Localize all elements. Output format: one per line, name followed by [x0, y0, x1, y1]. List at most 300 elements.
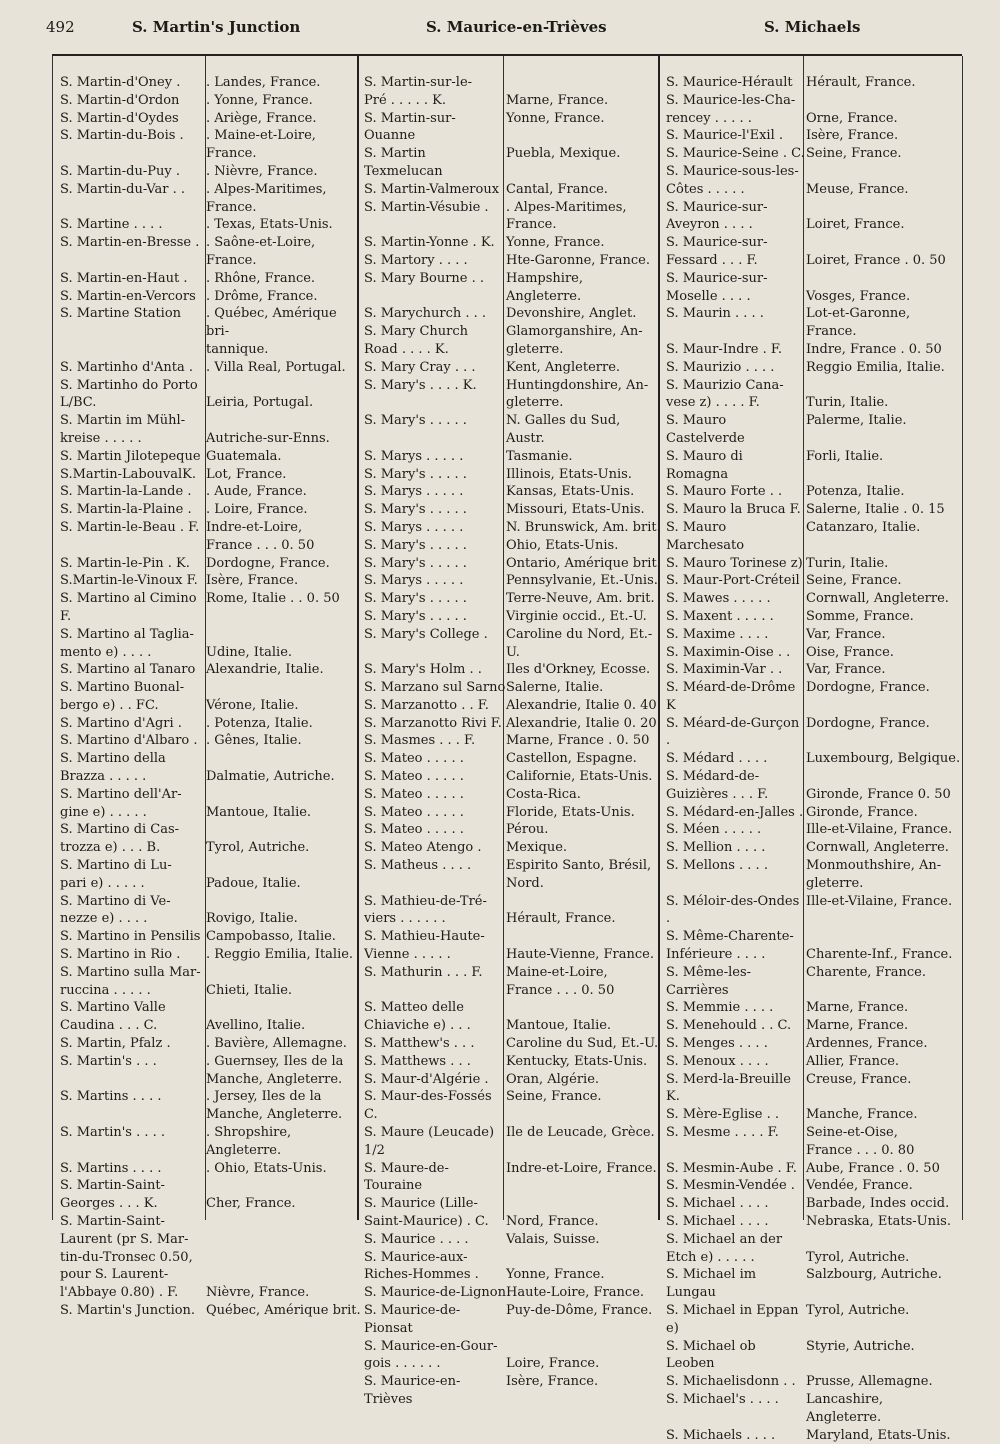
entry-location: Dordogne, France.: [806, 680, 930, 696]
entry-location: Campobasso, Italie.: [206, 929, 336, 945]
entry-location: . Québec, Amérique bri- tannique.: [206, 306, 337, 357]
entry-place-name: S. Martin-Vésubie .: [364, 199, 489, 215]
entry-location: Indre-et-Loire, France.: [506, 1160, 657, 1176]
gazetteer-entry: [60, 626, 362, 662]
entry-location: Marne, France . 0. 50: [506, 733, 650, 749]
entry-location: Palerme, Italie.: [806, 413, 907, 429]
gazetteer-entry: [666, 1266, 962, 1302]
gazetteer-entry: [364, 1284, 662, 1302]
entry-place-name: S. Maurice-les-Cha- rencey . . . . .: [666, 92, 796, 126]
gazetteer-entry: [364, 270, 662, 306]
entry-place-name: S. Maurizio Cana- vese z) . . . . F.: [666, 377, 784, 411]
entry-location: Cornwall, Angleterre.: [806, 591, 949, 607]
entry-place-name: S. Marzano sul Sarno: [364, 680, 506, 696]
entry-place-name: S. Mauro Torinese z): [666, 555, 803, 571]
gazetteer-entry: [666, 234, 962, 270]
entry-location: Monmouthshire, An- gleterre.: [806, 858, 942, 891]
entry-location: Salzbourg, Autriche.: [806, 1267, 942, 1283]
entry-location: Maryland, Etats-Unis.: [806, 1427, 951, 1443]
entry-place-name: S. Maur-Indre . F.: [666, 341, 783, 357]
gazetteer-entry: [60, 270, 362, 288]
entry-place-name: S. Maurice-Seine . C.: [666, 146, 805, 162]
gazetteer-entry: [364, 305, 662, 323]
entry-place-name: S. Michael . . . .: [666, 1214, 769, 1229]
entry-place-name: S. Mawes . . . . .: [666, 591, 771, 607]
gazetteer-entry: [60, 857, 362, 893]
entry-location: Ille-et-Vilaine, France.: [806, 893, 953, 909]
entry-location: Avellino, Italie.: [206, 1018, 306, 1034]
gazetteer-entry: [666, 359, 962, 377]
gazetteer-entry: [364, 501, 662, 519]
entry-place-name: S. Maurice-sous-les- Côtes . . . . .: [666, 163, 799, 197]
entry-place-name: S. Merd-la-Breuille K.: [666, 1071, 791, 1105]
entry-location: Oise, France.: [806, 644, 894, 660]
gazetteer-entry: [666, 448, 962, 484]
gazetteer-entry: [666, 1124, 962, 1160]
entry-place-name: S. Maurice-aux- Riches-Hommes .: [364, 1249, 479, 1283]
entry-place-name: S. Maurice-sur- Fessard . . . F.: [666, 235, 768, 268]
gazetteer-entry: [364, 145, 662, 181]
entry-place-name: S. Martino Buonal- bergo e) . . FC.: [60, 680, 185, 713]
entry-place-name: S. Martino sulla Mar- ruccina . . . . .: [60, 964, 201, 998]
entry-place-name: S. Michael in Eppan e): [666, 1302, 799, 1336]
gazetteer-entry: [60, 964, 362, 1000]
entry-location: Illinois, Etats-Unis.: [506, 466, 632, 482]
entry-place-name: S. Masmes . . . F.: [364, 733, 476, 749]
entry-place-name: S. Même-Charente- Inférieure . . . .: [666, 929, 794, 963]
entry-place-name: S. Mary's . . . . .: [364, 466, 467, 482]
entry-location: Ohio, Etats-Unis.: [506, 537, 619, 553]
gazetteer-entry: [364, 519, 662, 537]
entry-location: Prusse, Allemagne.: [806, 1374, 933, 1390]
entry-place-name: S. Martin's . . .: [60, 1053, 157, 1069]
entry-place-name: S. Mary's . . . . .: [364, 537, 467, 553]
entry-location: . Maine-et-Loire, France.: [206, 128, 316, 162]
gazetteer-entry: [666, 1106, 962, 1124]
entry-place-name: S. Martin's Junction.: [60, 1302, 196, 1318]
entry-location: Charente-Inf., France.: [806, 947, 953, 963]
entry-location: . Landes, France.: [206, 75, 321, 90]
entry-location: Gironde, France.: [806, 804, 918, 820]
entry-location: . Loire, France.: [206, 502, 308, 518]
entry-place-name: S. Martin-Valmeroux: [364, 181, 500, 197]
entry-place-name: S. Même-les-Carrières: [666, 964, 752, 998]
gazetteer-entry: [666, 377, 962, 413]
entry-place-name: S. Maxime . . . .: [666, 626, 769, 642]
entry-place-name: S. Mary's College .: [364, 626, 488, 642]
entry-place-name: S. Maur-des-Fossés C.: [364, 1089, 492, 1123]
entry-place-name: S. Martin-d'Ordon: [60, 92, 180, 108]
entry-location: Nebraska, Etats-Unis.: [806, 1214, 951, 1229]
entry-place-name: S. Martin-du-Var . .: [60, 181, 185, 197]
entry-location: Mexique.: [506, 840, 568, 856]
entry-place-name: S. Mellion . . . .: [666, 840, 766, 856]
entry-location: Puebla, Mexique.: [506, 146, 621, 162]
entry-place-name: S. Maurice-sur- Moselle . . . .: [666, 270, 768, 304]
entry-place-name: S. Martino di Ve- nezze e) . . . .: [60, 893, 171, 927]
gazetteer-entry: [364, 1195, 662, 1231]
gazetteer-entry: [60, 74, 362, 92]
gazetteer-entry: [364, 483, 662, 501]
gazetteer-entry: [364, 448, 662, 466]
entry-place-name: S. Mary Church Road . . . . K.: [364, 324, 469, 357]
entry-location: Loiret, France . 0. 50: [806, 252, 946, 268]
gazetteer-entry: [60, 679, 362, 715]
gazetteer-entry: [364, 893, 662, 929]
gazetteer-entry: [666, 1302, 962, 1338]
entry-location: Yonne, France.: [506, 1267, 605, 1283]
gazetteer-entry: [364, 181, 662, 199]
entry-place-name: S. Mary's . . . . .: [364, 555, 467, 571]
gazetteer-entry: [364, 964, 662, 1000]
entry-place-name: S. Mesmin-Vendée .: [666, 1178, 795, 1194]
gazetteer-entry: [364, 715, 662, 733]
entry-location: Tyrol, Autriche.: [206, 840, 310, 856]
gazetteer-entry: [364, 608, 662, 626]
gazetteer-entry: [364, 412, 662, 448]
entry-location: Alexandrie, Italie.: [206, 662, 324, 678]
column-rule: [52, 56, 53, 1220]
gazetteer-entry: [666, 1035, 962, 1053]
gazetteer-entry: [60, 1160, 362, 1178]
entry-location: . Shropshire, Angleterre.: [206, 1125, 292, 1158]
entry-location: Haute-Vienne, France.: [506, 947, 655, 963]
gazetteer-entry: [364, 199, 662, 235]
entry-location: Marne, France.: [506, 92, 609, 108]
entry-place-name: S. Maur-d'Algérie .: [364, 1071, 489, 1087]
gazetteer-entry: [666, 270, 962, 306]
entry-place-name: S. Martin-la-Plaine .: [60, 502, 192, 518]
gazetteer-entry: [60, 821, 362, 857]
entry-place-name: S. Martino al Cimino F.: [60, 591, 197, 624]
entry-location: Tyrol, Autriche.: [806, 1249, 910, 1265]
gazetteer-entry: [666, 644, 962, 662]
entry-place-name: S. Mesme . . . . F.: [666, 1125, 779, 1141]
entry-place-name: S. Martin-en-Bresse .: [60, 235, 200, 251]
entry-place-name: S. Mary's . . . . K.: [364, 377, 477, 393]
entry-place-name: S. Martine Station: [60, 306, 182, 322]
gazetteer-entry: [364, 1249, 662, 1285]
entry-place-name: S. Marzanotto . . F.: [364, 697, 489, 713]
entry-place-name: S. Maximin-Oise . .: [666, 644, 791, 660]
entry-location: . Drôme, France.: [206, 288, 318, 304]
gazetteer-entry: [666, 839, 962, 857]
entry-place-name: S. Mary's . . . . .: [364, 502, 467, 518]
entry-place-name: S. Mateo . . . . .: [364, 786, 464, 802]
gazetteer-entry: [60, 928, 362, 946]
entry-place-name: S. Martin-d'Oydes: [60, 110, 179, 126]
gazetteer-entry: [364, 786, 662, 804]
entry-place-name: S. Marys . . . . .: [364, 519, 464, 535]
entry-location: Seine, France.: [506, 1089, 602, 1105]
gazetteer-entry: [60, 412, 362, 448]
gazetteer-entry: [60, 305, 362, 358]
gazetteer-entry: [60, 483, 362, 501]
entry-location: Barbade, Indes occid.: [806, 1196, 950, 1212]
gazetteer-entry: [60, 999, 362, 1035]
entry-place-name: S. Martory . . . .: [364, 252, 468, 268]
gazetteer-entry: [666, 893, 962, 929]
entry-location: . Reggio Emilia, Italie.: [206, 947, 354, 963]
entry-location: Forli, Italie.: [806, 448, 884, 464]
entry-location: Seine, France.: [806, 573, 902, 589]
gazetteer-entry: [364, 1053, 662, 1071]
gazetteer-entry: [60, 1035, 362, 1053]
entry-location: Catanzaro, Italie.: [806, 519, 921, 535]
entry-location: Vendée, France.: [806, 1178, 913, 1194]
header-right-guide-word: S. Michaels: [764, 18, 861, 36]
gazetteer-entry: [666, 1071, 962, 1107]
entry-location: Huntingdonshire, An- gleterre.: [506, 377, 649, 411]
entry-place-name: S. Martino Valle Caudina . . . C.: [60, 1000, 166, 1034]
gazetteer-entry: [60, 661, 362, 679]
entry-location: Californie, Etats-Unis.: [506, 769, 653, 785]
entry-place-name: S. Mary's . . . . .: [364, 591, 467, 607]
gazetteer-entry: [364, 768, 662, 786]
entry-place-name: S. Mateo . . . . .: [364, 769, 464, 785]
gazetteer-entry: [364, 732, 662, 750]
entry-location: N. Galles du Sud, Austr.: [506, 413, 621, 446]
entry-place-name: S. Martins . . . .: [60, 1160, 162, 1176]
entry-place-name: S. Martino al Taglia- mento e) . . . .: [60, 626, 194, 660]
entry-location: Mantoue, Italie.: [206, 804, 312, 820]
entry-place-name: S. Martine . . . .: [60, 217, 163, 233]
entry-location: Var, France.: [806, 662, 886, 678]
entry-location: Costa-Rica.: [506, 786, 581, 802]
entry-location: Dordogne, France.: [206, 555, 330, 571]
gazetteer-entry: [60, 92, 362, 110]
entry-place-name: S. Martinho do Porto L/BC.: [60, 377, 198, 411]
entry-location: Aube, France . 0. 50: [806, 1160, 940, 1176]
entry-place-name: S. Maurice-l'Exil .: [666, 128, 784, 144]
entry-location: Orne, France.: [806, 110, 898, 126]
entry-place-name: S. Marys . . . . .: [364, 573, 464, 589]
gazetteer-entry: [364, 1071, 662, 1089]
gazetteer-entry: [60, 1124, 362, 1160]
entry-place-name: S. Marzanotto Rivi F.: [364, 715, 502, 731]
entry-location: Tyrol, Autriche.: [806, 1302, 910, 1318]
gazetteer-entry: [60, 181, 362, 217]
gazetteer-entry: [666, 1427, 962, 1444]
entry-location: Missouri, Etats-Unis.: [506, 502, 645, 518]
gazetteer-entry: [364, 1373, 662, 1409]
entry-place-name: S. Maxent . . . . .: [666, 608, 774, 624]
entry-place-name: S. Matthews . . .: [364, 1053, 471, 1069]
entry-location: Espirito Santo, Brésil, Nord.: [506, 858, 652, 891]
gazetteer-entry: [364, 626, 662, 662]
entry-location: Creuse, France.: [806, 1071, 912, 1087]
gazetteer-entry: [666, 590, 962, 608]
entry-location: . Guernsey, Iles de la Manche, Angleterre.: [206, 1053, 344, 1087]
gazetteer-entry: [60, 377, 362, 413]
entry-place-name: S. Médard-en-Jalles .: [666, 804, 804, 820]
entry-place-name: S. Michael im Lungau: [666, 1267, 757, 1301]
entry-place-name: S. Marys . . . . .: [364, 448, 464, 464]
entry-place-name: S. Méard-de-Drôme K: [666, 680, 796, 713]
entry-location: . Nièvre, France.: [206, 163, 318, 179]
page-number: 492: [46, 18, 75, 36]
gazetteer-entry: [364, 323, 662, 359]
entry-place-name: S. Martin Jilotepeque: [60, 448, 201, 464]
entry-place-name: S. Menges . . . .: [666, 1036, 768, 1052]
entry-place-name: S. Matthew's . . .: [364, 1036, 475, 1052]
entry-location: Floride, Etats-Unis.: [506, 804, 635, 820]
entry-location: Virginie occid., Et.-U.: [506, 608, 647, 624]
gazetteer-entry: [60, 590, 362, 626]
gazetteer-entry: [666, 1017, 962, 1035]
entry-location: Kentucky, Etats-Unis.: [506, 1053, 648, 1069]
entry-location: . Saône-et-Loire, France.: [206, 235, 316, 268]
entry-location: Valais, Suisse.: [506, 1231, 600, 1247]
entry-place-name: S. Maure-de-Touraine: [364, 1160, 449, 1194]
entry-location: Alexandrie, Italie 0. 40: [506, 697, 657, 713]
entry-location: . Ohio, Etats-Unis.: [206, 1160, 327, 1176]
gazetteer-entry: [666, 661, 962, 679]
entry-place-name: S. Mauro Marchesato: [666, 519, 745, 553]
entry-location: Isère, France.: [506, 1374, 599, 1390]
gazetteer-entry: [364, 359, 662, 377]
gazetteer-entry: [666, 999, 962, 1017]
entry-place-name: S. Maximin-Var . .: [666, 662, 783, 678]
entry-place-name: S. Memmie . . . .: [666, 1000, 774, 1016]
entry-place-name: S. Maure (Leucade) 1/2: [364, 1125, 495, 1158]
gazetteer-entry: [60, 555, 362, 573]
entry-place-name: S. Martin-Yonne . K.: [364, 235, 495, 251]
gazetteer-entry: [60, 1177, 362, 1213]
entry-place-name: S. Mathieu-de-Tré- viers . . . . . .: [364, 893, 487, 927]
entry-place-name: S. Maurin . . . .: [666, 306, 764, 322]
entry-location: Marne, France.: [806, 1018, 909, 1034]
entry-place-name: S. Martin-sur-Ouanne: [364, 110, 456, 144]
gazetteer-entry: [60, 448, 362, 466]
gazetteer-entry: [666, 519, 962, 555]
entry-place-name: S. Michael an der Etch e) . . . . .: [666, 1231, 783, 1265]
gazetteer-entry: [666, 804, 962, 822]
entry-location: Indre, France . 0. 50: [806, 341, 942, 357]
entry-place-name: S. Mateo Atengo .: [364, 840, 482, 856]
entry-place-name: S. Mère-Eglise . .: [666, 1107, 780, 1123]
entry-location: Salerne, Italie . 0. 15: [806, 502, 945, 518]
entry-location: . Alpes-Maritimes, France.: [506, 199, 627, 233]
entry-location: Cornwall, Angleterre.: [806, 840, 949, 856]
gazetteer-entry: [364, 697, 662, 715]
gazetteer-entry: [364, 234, 662, 252]
entry-place-name: S. Martin-le-Beau . F.: [60, 519, 200, 535]
entry-location: Pérou.: [506, 822, 549, 838]
entry-location: Cantal, France.: [506, 181, 608, 197]
entry-location: Loire, France.: [506, 1356, 600, 1372]
entry-column-1: [60, 74, 362, 1320]
gazetteer-entry: [364, 1231, 662, 1249]
header-left-guide-word: S. Martin's Junction: [132, 18, 301, 36]
entry-place-name: S. Médard-de- Guizières . . . F.: [666, 769, 769, 802]
gazetteer-entry: [60, 288, 362, 306]
gazetteer-entry: [666, 750, 962, 768]
entry-place-name: S. Méloir-des-Ondes .: [666, 893, 800, 927]
gazetteer-entry: [666, 92, 962, 128]
gazetteer-entry: [666, 1338, 962, 1374]
gazetteer-entry: [666, 1391, 962, 1427]
entry-place-name: S. Martinho d'Anta .: [60, 359, 193, 375]
entry-place-name: S. Martin's . . . .: [60, 1125, 166, 1141]
entry-location: Oran, Algérie.: [506, 1071, 600, 1087]
gazetteer-entry: [666, 74, 962, 92]
gazetteer-entry: [666, 928, 962, 964]
entry-place-name: S. Maurice . . . .: [364, 1231, 469, 1247]
gazetteer-entry: [60, 1302, 362, 1320]
gazetteer-entry: [364, 928, 662, 964]
entry-place-name: S. Mesmin-Aube . F.: [666, 1160, 797, 1176]
gazetteer-entry: [666, 964, 962, 1000]
entry-location: Devonshire, Anglet.: [506, 306, 637, 322]
entry-place-name: S. Martino in Pensilis: [60, 929, 201, 945]
gazetteer-entry: [666, 1160, 962, 1178]
entry-location: Pennsylvanie, Et.-Unis.: [506, 573, 658, 589]
gazetteer-entry: [364, 74, 662, 110]
entry-location: Alexandrie, Italie 0. 20: [506, 715, 657, 731]
entry-place-name: S. Martin-d'Oney .: [60, 75, 181, 90]
entry-location: . Yonne, France.: [206, 92, 313, 108]
entry-location: . Aude, France.: [206, 484, 307, 500]
entry-location: Iles d'Orkney, Ecosse.: [506, 662, 651, 678]
gazetteer-entry: [60, 359, 362, 377]
entry-location: Charente, France.: [806, 964, 926, 980]
gazetteer-entry: [666, 127, 962, 145]
entry-location: Autriche-sur-Enns.: [206, 430, 330, 446]
entry-location: Hérault, France.: [506, 911, 616, 927]
entry-location: Salerne, Italie.: [506, 680, 604, 696]
gazetteer-entry: [666, 1231, 962, 1267]
entry-location: Castellon, Espagne.: [506, 751, 637, 767]
entry-location: Indre-et-Loire, France . . . 0. 50: [206, 519, 315, 553]
entry-location: Maine-et-Loire, France . . . 0. 50: [506, 964, 615, 998]
entry-place-name: S. Martino di Lu- pari e) . . . . .: [60, 858, 172, 891]
entry-place-name: S. Martino in Rio .: [60, 947, 181, 963]
gazetteer-entry: [60, 519, 362, 555]
entry-place-name: S. Mellons . . . .: [666, 858, 768, 874]
entry-place-name: S. Maur-Port-Créteil: [666, 573, 800, 589]
entry-location: Yonne, France.: [506, 110, 605, 126]
entry-place-name: S. Maurice-sur- Aveyron . . . .: [666, 199, 768, 233]
entry-location: Ille-et-Vilaine, France.: [806, 822, 953, 838]
gazetteer-entry: [666, 1373, 962, 1391]
gazetteer-entry: [364, 377, 662, 413]
entry-location: Luxembourg, Belgique.: [806, 751, 961, 767]
header-rule: [52, 54, 962, 56]
entry-place-name: S. Méard-de-Gurçon .: [666, 715, 800, 749]
gazetteer-entry: [666, 1053, 962, 1071]
entry-location: Leiria, Portugal.: [206, 395, 314, 411]
entry-location: . Rhône, France.: [206, 270, 316, 286]
entry-location: . Bavière, Allemagne.: [206, 1036, 347, 1052]
gazetteer-entry: [60, 127, 362, 163]
gazetteer-entry: [666, 768, 962, 804]
entry-place-name: S. Matheus . . . .: [364, 858, 472, 874]
entry-location: Turin, Italie.: [806, 555, 889, 571]
entry-location: Kent, Angleterre.: [506, 359, 621, 375]
entry-location: Isère, France.: [806, 128, 899, 144]
entry-location: Rome, Italie . . 0. 50: [206, 591, 340, 607]
entry-column-3: [666, 74, 962, 1444]
entry-place-name: S. Michael's . . . .: [666, 1391, 779, 1407]
gazetteer-entry: [666, 199, 962, 235]
entry-place-name: S. Michaels . . . .: [666, 1427, 776, 1443]
gazetteer-entry: [364, 110, 662, 146]
entry-location: Vérone, Italie.: [206, 697, 299, 713]
entry-location: Marne, France.: [806, 1000, 909, 1016]
entry-place-name: S. Médard . . . .: [666, 751, 768, 767]
entry-location: Nièvre, France.: [206, 1285, 310, 1301]
